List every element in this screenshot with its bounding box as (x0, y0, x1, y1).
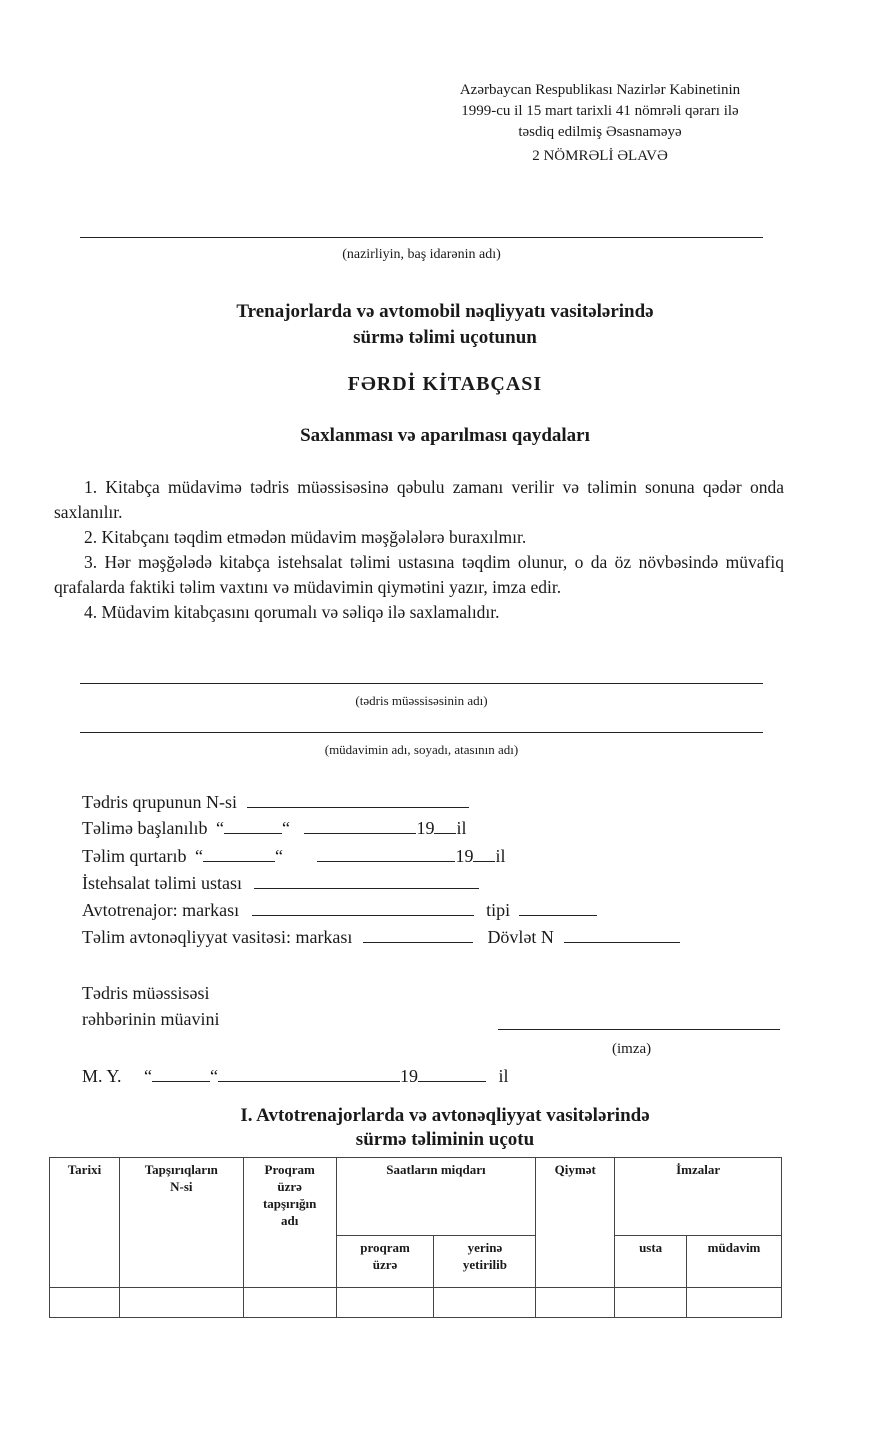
section-title-line-1: I. Avtotrenajorlarda və avtonəqliyyat vasitələrində (240, 1105, 650, 1126)
start-quote-open: “ (215, 818, 224, 838)
cell-hours-done[interactable] (434, 1288, 536, 1318)
rule-4: 4. Müdavim kitabçasını qorumalı və səliqə ilə saxlamalıdır. (84, 602, 500, 622)
instructor-field (82, 873, 479, 894)
signature-line[interactable] (498, 1029, 780, 1030)
rule-2: 2. Kitabçanı təqdim etmədən müdavim məşğələlərə buraxılmır. (84, 527, 527, 547)
start-date-label: Təlimə başlanılıb (82, 818, 208, 838)
cell-hours-program[interactable] (336, 1288, 434, 1318)
stamp-label: M. Y. (82, 1066, 122, 1086)
header-line-2: 1999-cu il 15 mart tarixli 41 nömrəli qərarı ilə (461, 103, 739, 119)
institution-line[interactable] (80, 683, 763, 684)
end-quote-close: “ (274, 846, 283, 866)
end-year-suffix: il (495, 846, 506, 866)
stamp-month-blank[interactable] (218, 1067, 400, 1082)
col-header-task-number: Tapşırıqların N-si (119, 1158, 243, 1288)
header-line-3: təsdiq edilmiş Əsasnaməyə (518, 124, 682, 140)
stamp-quote-close: “ (210, 1066, 219, 1086)
ministry-caption: (nazirliyin, baş idarənin adı) (342, 247, 501, 262)
start-year-prefix: 19 (416, 818, 435, 838)
simulator-type-label: tipi (486, 900, 511, 920)
institution-caption: (tədris müəssisəsinin adı) (355, 693, 488, 708)
end-month-blank[interactable] (317, 847, 455, 862)
rules-heading: Saxlanması və aparılması qaydaları (300, 425, 590, 446)
stamp-year-prefix: 19 (400, 1066, 419, 1086)
stamp-quote-open: “ (144, 1066, 153, 1086)
start-year-blank[interactable] (434, 819, 456, 834)
col-header-sign-trainee: müdavim (687, 1236, 782, 1288)
group-number-field (82, 792, 469, 813)
start-quote-close: “ (281, 818, 290, 838)
col-header-sign-instructor: usta (615, 1236, 687, 1288)
end-day-blank[interactable] (203, 847, 275, 862)
state-number-label: Dövlət N (487, 927, 554, 947)
end-year-blank[interactable] (473, 847, 495, 862)
signature-caption: (imza) (612, 1041, 652, 1057)
document-title-line-2: sürmə təlimi uçotunun (353, 327, 537, 348)
cell-grade[interactable] (536, 1288, 615, 1318)
simulator-label: Avtotrenajor: markası (82, 900, 240, 920)
start-year-suffix: il (456, 818, 467, 838)
cell-sign-instructor[interactable] (615, 1288, 687, 1318)
trainee-caption: (müdavimin adı, soyadı, atasının adı) (324, 742, 519, 757)
group-number-label: Tədris qrupunun N-si (82, 792, 237, 812)
col-header-hours-done: yerinə yetirilib (434, 1236, 536, 1288)
approval-header (380, 80, 820, 167)
header-line-1: Azərbaycan Respublikası Nazirlər Kabinetinin (459, 82, 741, 98)
col-header-hours-program: proqram üzrə (336, 1236, 434, 1288)
vehicle-label: Təlim avtonəqliyyat vasitəsi: markası (82, 927, 353, 947)
rule-1: 1. Kitabça müdavimə tədris müəssisəsinə qəbulu zamanı verilir və təlimin sonuna qədər onda saxlanılır. (54, 477, 784, 522)
document-title-main: FƏRDİ KİTABÇASI (347, 373, 543, 395)
col-header-grade: Qiymət (536, 1158, 615, 1288)
vehicle-field (82, 927, 680, 948)
stamp-year-suffix: il (498, 1066, 509, 1086)
deputy-head-label-1: Tədris müəssisəsi (82, 983, 210, 1003)
cell-task-number[interactable] (119, 1288, 243, 1318)
instructor-label: İstehsalat təlimi ustası (82, 873, 242, 893)
ministry-line[interactable] (80, 237, 763, 238)
col-header-hours: Saatların miqdarı (336, 1158, 536, 1236)
simulator-type-blank[interactable] (519, 901, 597, 916)
cell-sign-trainee[interactable] (687, 1288, 782, 1318)
header-line-4: 2 NÖMRƏLİ ƏLAVƏ (532, 148, 668, 164)
trainee-line[interactable] (80, 732, 763, 733)
vehicle-brand-blank[interactable] (363, 928, 473, 943)
col-header-signatures: İmzalar (615, 1158, 782, 1236)
start-month-blank[interactable] (304, 819, 416, 834)
col-header-date: Tarixi (50, 1158, 120, 1288)
group-number-blank[interactable] (247, 793, 469, 808)
state-number-blank[interactable] (564, 928, 680, 943)
rules-list (54, 475, 784, 625)
rule-3: 3. Hər məşğələdə kitabça istehsalat təlimi ustasına təqdim olunur, o da öz növbəsində müvafiq qrafalarda faktiki təlim vaxtını və müdavimin qiymətini yazır, imza edir. (54, 552, 784, 597)
cell-date[interactable] (50, 1288, 120, 1318)
stamp-date-field (82, 1066, 509, 1087)
section-title-line-2: sürmə təliminin uçotu (355, 1129, 535, 1150)
start-date-field (82, 818, 466, 839)
end-date-field (82, 846, 505, 867)
simulator-field (82, 900, 597, 921)
end-date-label: Təlim qurtarıb (82, 846, 187, 866)
deputy-head-label-2: rəhbərinin müavini (82, 1009, 220, 1029)
instructor-blank[interactable] (254, 874, 479, 889)
stamp-day-blank[interactable] (152, 1067, 210, 1082)
training-record-table (49, 1157, 782, 1318)
end-year-prefix: 19 (455, 846, 474, 866)
document-title-line-1: Trenajorlarda və avtomobil nəqliyyatı vasitələrində (236, 301, 654, 322)
start-day-blank[interactable] (224, 819, 282, 834)
col-header-program-task: Proqram üzrə tapşırığın adı (243, 1158, 336, 1288)
simulator-brand-blank[interactable] (252, 901, 474, 916)
cell-program-task[interactable] (243, 1288, 336, 1318)
stamp-year-blank[interactable] (418, 1067, 486, 1082)
end-quote-open: “ (194, 846, 203, 866)
table-row (50, 1288, 782, 1318)
